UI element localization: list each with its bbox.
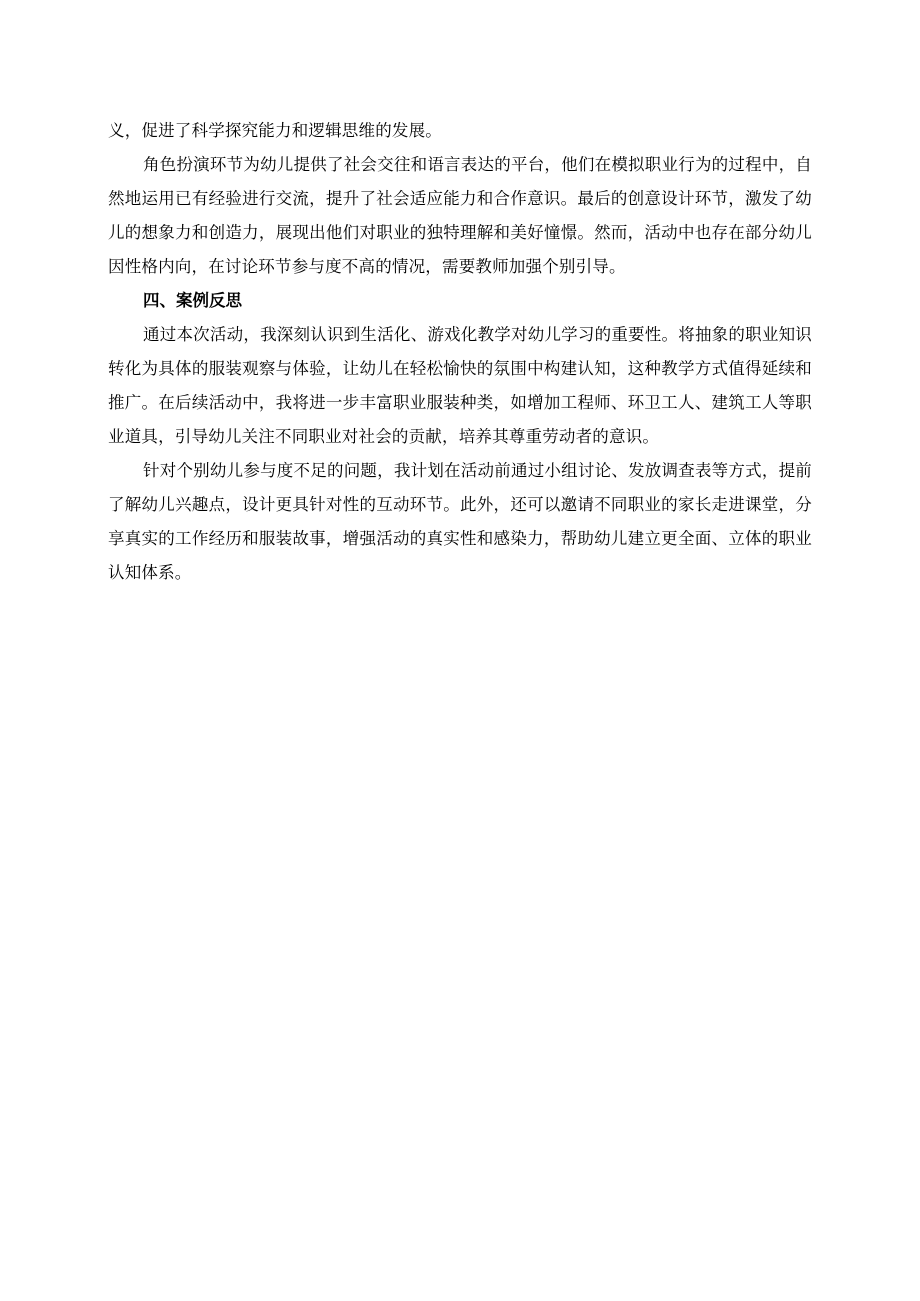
document-page <box>108 114 812 590</box>
paragraph-reflection: 通过本次活动，我深刻认识到生活化、游戏化教学对幼儿学习的重要性。将抽象的职业知识转化为具体的服装观察与体验，让幼儿在轻松愉快的氛围中构建认知，这种教学方式值得延续和推广。在后续活动中，我将进一步丰富职业服装种类，如增加工程师、环卫工人、建筑工人等职业道具，引导幼儿关注不同职业对社会的贡献，培养其尊重劳动者的意识。 <box>108 325 812 446</box>
paragraph-continuation: 义，促进了科学探究能力和逻辑思维的发展。 <box>108 121 442 140</box>
paragraph-role-play: 角色扮演环节为幼儿提供了社会交往和语言表达的平台，他们在模拟职业行为的过程中，自然地运用已有经验进行交流，提升了社会适应能力和合作意识。最后的创意设计环节，激发了幼儿的想象力和创造力，展现出他们对职业的独特理解和美好憧憬。然而，活动中也存在部分幼儿因性格内向，在讨论环节参与度不高的情况，需要教师加强个别引导。 <box>108 155 812 276</box>
paragraph-improvement: 针对个别幼儿参与度不足的问题，我计划在活动前通过小组讨论、发放调查表等方式，提前了解幼儿兴趣点，设计更具针对性的互动环节。此外，还可以邀请不同职业的家长走进课堂，分享真实的工作经历和服装故事，增强活动的真实性和感染力，帮助幼儿建立更全面、立体的职业认知体系。 <box>108 461 812 582</box>
section-heading-reflection: 四、案例反思 <box>143 291 242 310</box>
